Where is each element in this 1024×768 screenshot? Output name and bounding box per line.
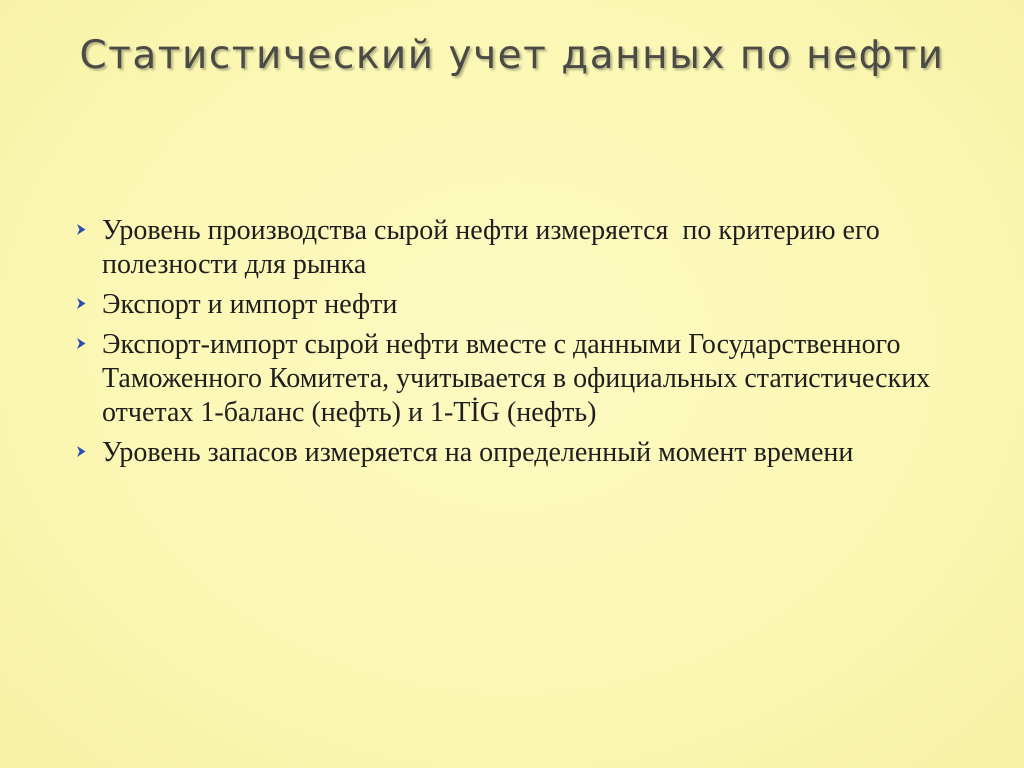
bullet-list (76, 214, 956, 476)
bullet-item (76, 288, 956, 322)
bullet-item (76, 328, 956, 430)
chevron-right-icon (76, 436, 102, 458)
chevron-right-icon (76, 214, 102, 236)
bullet-item (76, 214, 956, 282)
bullet-text: Экспорт и импорт нефти (102, 289, 398, 320)
chevron-right-icon (76, 328, 102, 350)
bullet-text: Уровень запасов измеряется на определенный момент времени (102, 437, 854, 468)
bullet-item (76, 436, 956, 470)
slide-title: Статистический учет данных по нефти (79, 33, 945, 78)
bullet-text: Уровень производства сырой нефти измеряется по критерию его полезности для рынка (102, 215, 887, 280)
bullet-text: Экспорт-импорт сырой нефти вместе с данными Государственного Таможенного Комитета, учитывается в официальных статистических отчетах 1-баланс (нефть) и 1-TİG (нефть) (102, 329, 938, 428)
chevron-right-icon (76, 288, 102, 310)
